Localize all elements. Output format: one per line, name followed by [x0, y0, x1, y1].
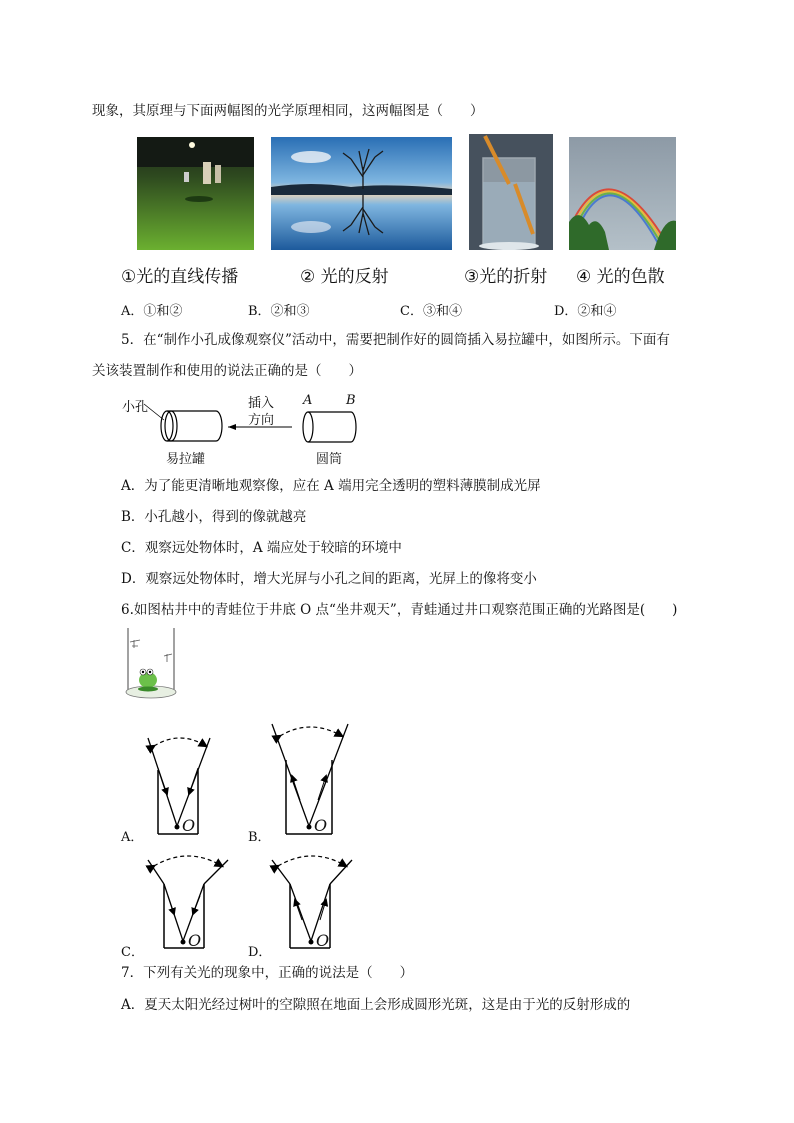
q6-diagram-a[interactable]: [140, 730, 220, 840]
photo-lake-reflection: [271, 137, 452, 250]
direction-label-1: 插入: [248, 396, 275, 411]
q5-option-a[interactable]: A．为了能更清晰地观察像，应在 A 端用完全透明的塑料薄膜制成光屏: [121, 478, 541, 494]
q5-option-d[interactable]: D．观察远处物体时，增大光屏与小孔之间的距离，光屏上的像将变小: [121, 571, 537, 587]
caption-refraction: ③光的折射: [464, 267, 548, 287]
q6-a-point-o: O: [182, 816, 196, 835]
photo-pencil-in-glass: [469, 134, 553, 250]
photo-shadow-field: [137, 137, 254, 250]
tube-label: 圆筒: [316, 452, 343, 467]
q6-diagram-c[interactable]: [140, 848, 240, 954]
end-b-label: B: [346, 393, 356, 408]
q6-option-c-label[interactable]: C．: [121, 945, 144, 960]
q6-d-point-o: O: [316, 931, 330, 950]
q4-option-c[interactable]: C．③和④: [400, 304, 462, 319]
caption-straight-line: ①光的直线传播: [121, 267, 239, 287]
q6-stem: 6.如图枯井中的青蛙位于井底 O 点“坐井观天”，青蛙通过井口观察范围正确的光路图是( ): [121, 602, 678, 618]
q4-option-a[interactable]: A．①和②: [121, 304, 183, 319]
caption-reflection: ② 光的反射: [300, 267, 389, 287]
frog-in-well-image: [120, 628, 180, 702]
q5-stem-line1: 5．在“制作小孔成像观察仪”活动中，需要把制作好的圆筒插入易拉罐中，如图所示。下面有: [121, 332, 670, 348]
pinhole-label: 小孔: [122, 400, 149, 415]
q6-b-point-o: O: [314, 816, 328, 835]
q5-stem-line2: 关该装置制作和使用的说法正确的是（ ）: [92, 363, 362, 379]
q4-option-b[interactable]: B．②和③: [248, 304, 310, 319]
q4-intro-text: 现象，其原理与下面两幅图的光学原理相同，这两幅图是（ ）: [92, 103, 484, 119]
q6-option-a-label[interactable]: A．: [121, 830, 144, 845]
q4-option-d[interactable]: D．②和④: [554, 304, 617, 319]
q7-stem: 7．下列有关光的现象中，正确的说法是（ ）: [121, 965, 414, 981]
q5-option-b[interactable]: B．小孔越小，得到的像就越亮: [121, 509, 307, 525]
q6-option-d-label[interactable]: D．: [248, 945, 272, 960]
can-label: 易拉罐: [166, 452, 206, 467]
q7-option-a[interactable]: A．夏天太阳光经过树叶的空隙照在地面上会形成圆形光斑，这是由于光的反射形成的: [121, 997, 631, 1013]
q6-option-b-label[interactable]: B．: [248, 830, 271, 845]
q6-diagram-d[interactable]: [266, 848, 366, 954]
caption-dispersion: ④ 光的色散: [576, 267, 665, 287]
q5-option-c[interactable]: C．观察远处物体时，A 端应处于较暗的环境中: [121, 540, 402, 556]
direction-label-2: 方向: [248, 413, 275, 428]
end-a-label: A: [303, 393, 313, 408]
photo-rainbow: [569, 137, 676, 250]
q6-c-point-o: O: [188, 931, 202, 950]
q6-diagram-b[interactable]: [268, 720, 358, 840]
pinhole-camera-figure: [120, 390, 370, 468]
